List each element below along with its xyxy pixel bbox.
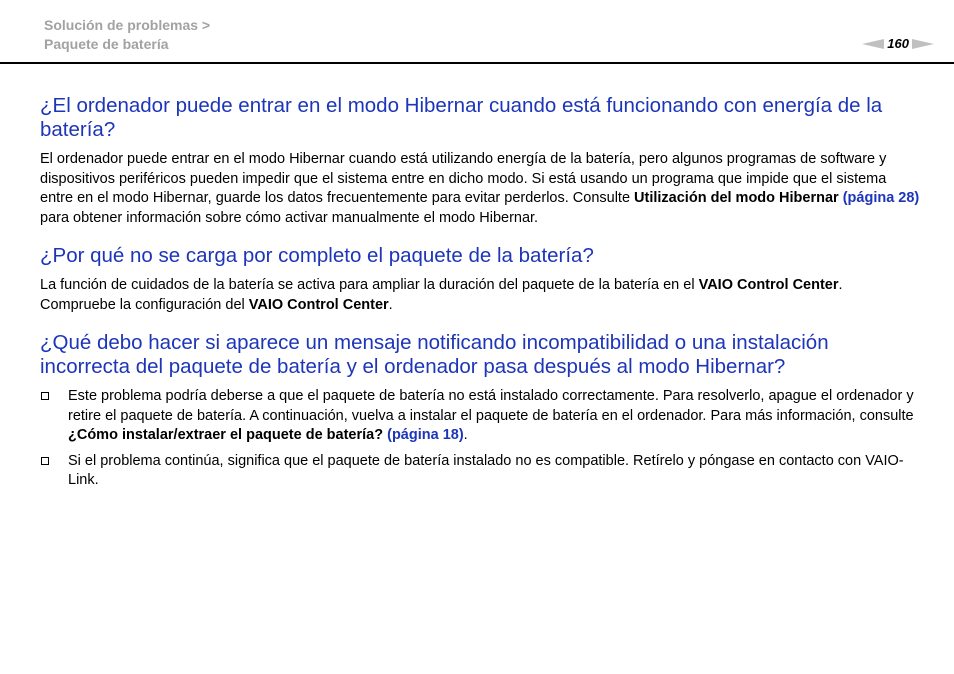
body-text: Si el problema continúa, significa que el paquete de batería instalado no es compatible. Retírelo y póngase en contacto con VAIO-Link.: [68, 452, 904, 488]
breadcrumb: [44, 16, 210, 54]
page-link-18[interactable]: (página 18): [387, 427, 464, 443]
body-bold-text: Utilización del modo Hibernar: [634, 190, 839, 206]
body-text: .: [463, 427, 468, 443]
body-bold-text: VAIO Control Center: [248, 296, 389, 313]
body-bold-text: ¿Cómo instalar/extraer el paquete de batería?: [68, 427, 384, 443]
breadcrumb-page: Paquete de batería: [44, 36, 169, 52]
section-body-charge: [40, 276, 920, 315]
main-content: [40, 94, 920, 497]
body-text: Este problema podría deberse a que el paquete de batería no está instalado correctamente. Para resolverlo, apague el ordenador y retire el paquete de batería. A continuación, vuelva a instalar el paquete de batería en el ordenador. Para más información, consulte: [68, 388, 914, 424]
previous-page-arrow-icon[interactable]: [862, 39, 884, 49]
header-divider: [0, 62, 954, 64]
page-link-28[interactable]: (página 28): [842, 190, 920, 206]
body-text: El ordenador puede entrar en el modo Hibernar cuando está utilizando energía de la batería, pero algunos programas de software y dispositivos periféricos pueden impedir que el sistema entre en dicho modo. Si está usando un programa que impide que el sistema entre en el modo Hibernar, guarde los datos frecuentemente para evitar perderlos. Consulte: [40, 151, 887, 206]
page-navigator: [862, 36, 934, 52]
section-heading-hibernate: ¿El ordenador puede entrar en el modo Hibernar cuando está funcionando con energía de la batería?: [40, 94, 883, 141]
checklist: [40, 387, 920, 491]
body-text: .: [388, 296, 393, 313]
body-text: La función de cuidados de la batería se activa para ampliar la duración del paquete de la batería en el: [40, 277, 699, 293]
section-heading-incompatibility: ¿Qué debo hacer si aparece un mensaje notificando incompatibilidad o una instalación incorrecta del paquete de batería y el ordenador pasa después al modo Hibernar?: [40, 331, 829, 378]
next-page-arrow-icon[interactable]: [912, 39, 934, 49]
section-body-hibernate: [40, 150, 920, 228]
body-bold-text: VAIO Control Center: [698, 277, 839, 293]
body-text: para obtener información sobre cómo activar manualmente el modo Hibernar.: [40, 209, 539, 226]
page-number: 160: [887, 36, 909, 51]
checkbox-bullet-icon: [41, 392, 49, 400]
list-item: [40, 387, 920, 446]
checkbox-bullet-icon: [41, 457, 49, 465]
body-text: . Compruebe la configuración del: [40, 277, 843, 313]
breadcrumb-section[interactable]: Solución de problemas >: [44, 17, 211, 33]
section-heading-charge: ¿Por qué no se carga por completo el paquete de la batería?: [40, 244, 594, 267]
list-item: [40, 452, 920, 491]
